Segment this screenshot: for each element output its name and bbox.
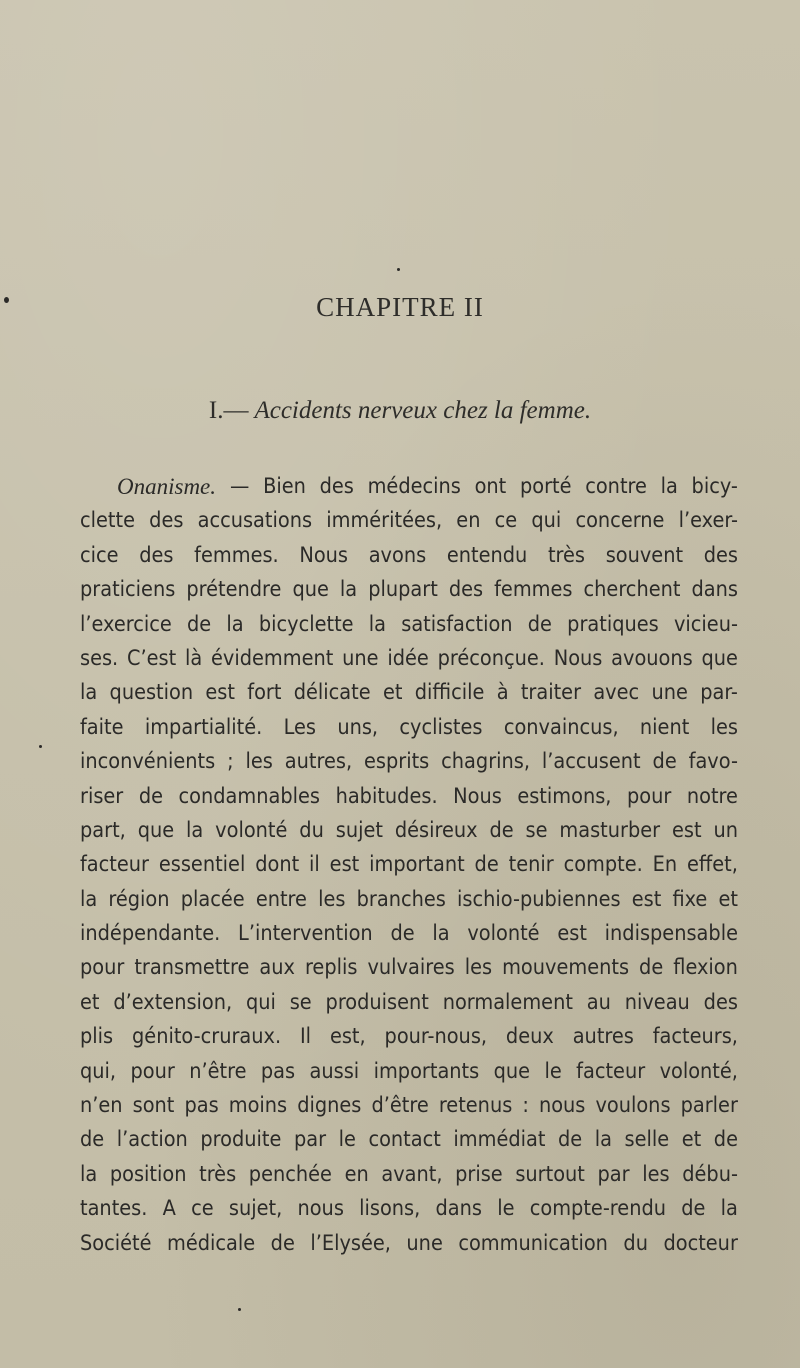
text-line: riser de condamnables habitudes. Nous estimons, pour notre: [80, 783, 738, 809]
text-line: Société médicale de l’Elysée, une communication du docteur: [80, 1230, 738, 1256]
text-line: [80, 470, 738, 504]
text-line: inconvénients ; les autres, esprits chagrins, l’accusent de favo-: [80, 749, 738, 775]
print-speck: [397, 268, 400, 271]
print-speck: [238, 1308, 241, 1311]
print-speck: [4, 297, 9, 303]
text-line: cice des femmes. Nous avons entendu très souvent des: [80, 542, 738, 568]
text-line: qui, pour n’être pas aussi importants que le facteur volonté,: [80, 1058, 738, 1084]
section-heading: [0, 397, 800, 425]
line-rest: — Bien des médecins ont porté contre la bicy-: [230, 474, 738, 499]
text-line: clette des accusations imméritées, en ce qui concerne l’exer-: [80, 508, 738, 534]
text-line: pour transmettre aux replis vulvaires les mouvements de flexion: [80, 955, 738, 981]
text-line: l’exercice de la bicyclette la satisfaction de pratiques vicieu-: [80, 611, 738, 637]
paragraph-lead: Onanisme.: [117, 474, 217, 499]
text-line: de l’action produite par le contact immédiat de la selle et de: [80, 1127, 738, 1153]
text-line: la région placée entre les branches ischio-pubiennes est fixe et: [80, 886, 738, 912]
text-line: praticiens prétendre que la plupart des femmes cherchent dans: [80, 577, 738, 603]
text-line: ses. C’est là évidemment une idée préconçue. Nous avouons que: [80, 645, 738, 671]
print-speck: [39, 745, 42, 748]
text-line: et d’extension, qui se produisent normalement au niveau des: [80, 989, 738, 1015]
text-line: plis génito-cruraux. Il est, pour-nous, deux autres facteurs,: [80, 1024, 738, 1050]
text-line: faite impartialité. Les uns, cyclistes convaincus, nient les: [80, 714, 738, 740]
text-line: part, que la volonté du sujet désireux de se masturber est un: [80, 817, 738, 843]
text-line: indépendante. L’intervention de la volonté est indispensable: [80, 921, 738, 947]
chapter-title: CHAPITRE II: [316, 292, 484, 322]
text-line: la question est fort délicate et difficile à traiter avec une par-: [80, 680, 738, 706]
section-number: I.—: [208, 397, 249, 424]
text-line: tantes. A ce sujet, nous lisons, dans le compte-rendu de la: [80, 1196, 738, 1222]
text-line: n’en sont pas moins dignes d’être retenus : nous voulons parler: [80, 1093, 738, 1119]
section-title: Accidents nerveux chez la femme.: [254, 397, 592, 424]
text-line: facteur essentiel dont il est important de tenir compte. En effet,: [80, 852, 738, 878]
text-line: la position très penchée en avant, prise surtout par les débu-: [80, 1161, 738, 1187]
body-paragraph: [80, 470, 738, 1261]
